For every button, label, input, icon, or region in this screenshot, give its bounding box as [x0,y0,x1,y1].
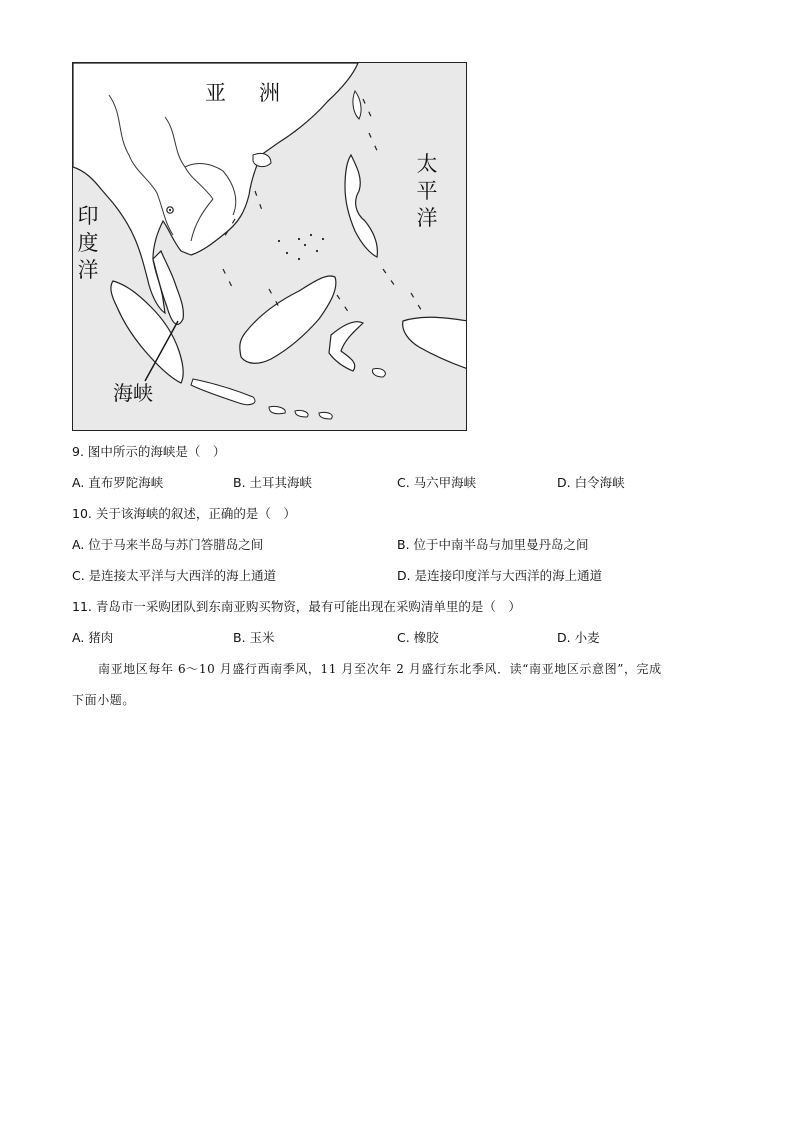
question-9-option-a[interactable]: A. 直布罗陀海峡 [72,475,164,490]
intro-paragraph-line-1: 南亚地区每年 6～10 月盛行西南季风，11 月至次年 2 月盛行东北季风．读“南亚地区示意图”，完成 [98,662,662,676]
map-drawing [73,63,467,431]
intro-paragraph-line-2: 下面小题。 [72,693,136,707]
label-indian-ocean: 印度洋 [77,204,99,282]
label-strait: 海峡 [113,381,153,405]
java-island [191,379,255,405]
question-9-option-c[interactable]: C. 马六甲海峡 [397,475,477,490]
question-11-option-d[interactable]: D. 小麦 [557,630,600,645]
label-asia: 亚 洲 [205,81,286,105]
sulawesi-island [329,322,363,371]
southeast-asia-map [72,62,467,431]
question-10-option-a[interactable]: A. 位于马来半岛与苏门答腊岛之间 [72,537,264,552]
hainan-island [253,153,271,166]
question-10-stem: 10. 关于该海峡的叙述，正确的是（ ） [72,506,296,521]
question-10-option-b[interactable]: B. 位于中南半岛与加里曼丹岛之间 [397,537,589,552]
question-11-stem: 11. 青岛市一采购团队到东南亚购买物资，最有可能出现在采购清单里的是（ ） [72,599,521,614]
label-pacific: 太平洋 [416,152,438,230]
taiwan-island [353,91,361,119]
sea-islets [278,234,324,260]
question-10-option-d[interactable]: D. 是连接印度洋与大西洋的海上通道 [397,568,603,583]
question-9-option-b[interactable]: B. 土耳其海峡 [233,475,313,490]
borneo-island [240,276,336,363]
question-9-stem: 9. 图中所示的海峡是（ ） [72,444,226,459]
lesser-islands [269,369,385,419]
question-11-option-b[interactable]: B. 玉米 [233,630,275,645]
philippine-islands [345,155,377,257]
question-10-option-c[interactable]: C. 是连接太平洋与大西洋的海上通道 [72,568,277,583]
question-9-option-d[interactable]: D. 白令海峡 [557,475,625,490]
question-11-option-c[interactable]: C. 橡胶 [397,630,439,645]
new-guinea-island [403,317,467,369]
question-11-option-a[interactable]: A. 猪肉 [72,630,114,645]
